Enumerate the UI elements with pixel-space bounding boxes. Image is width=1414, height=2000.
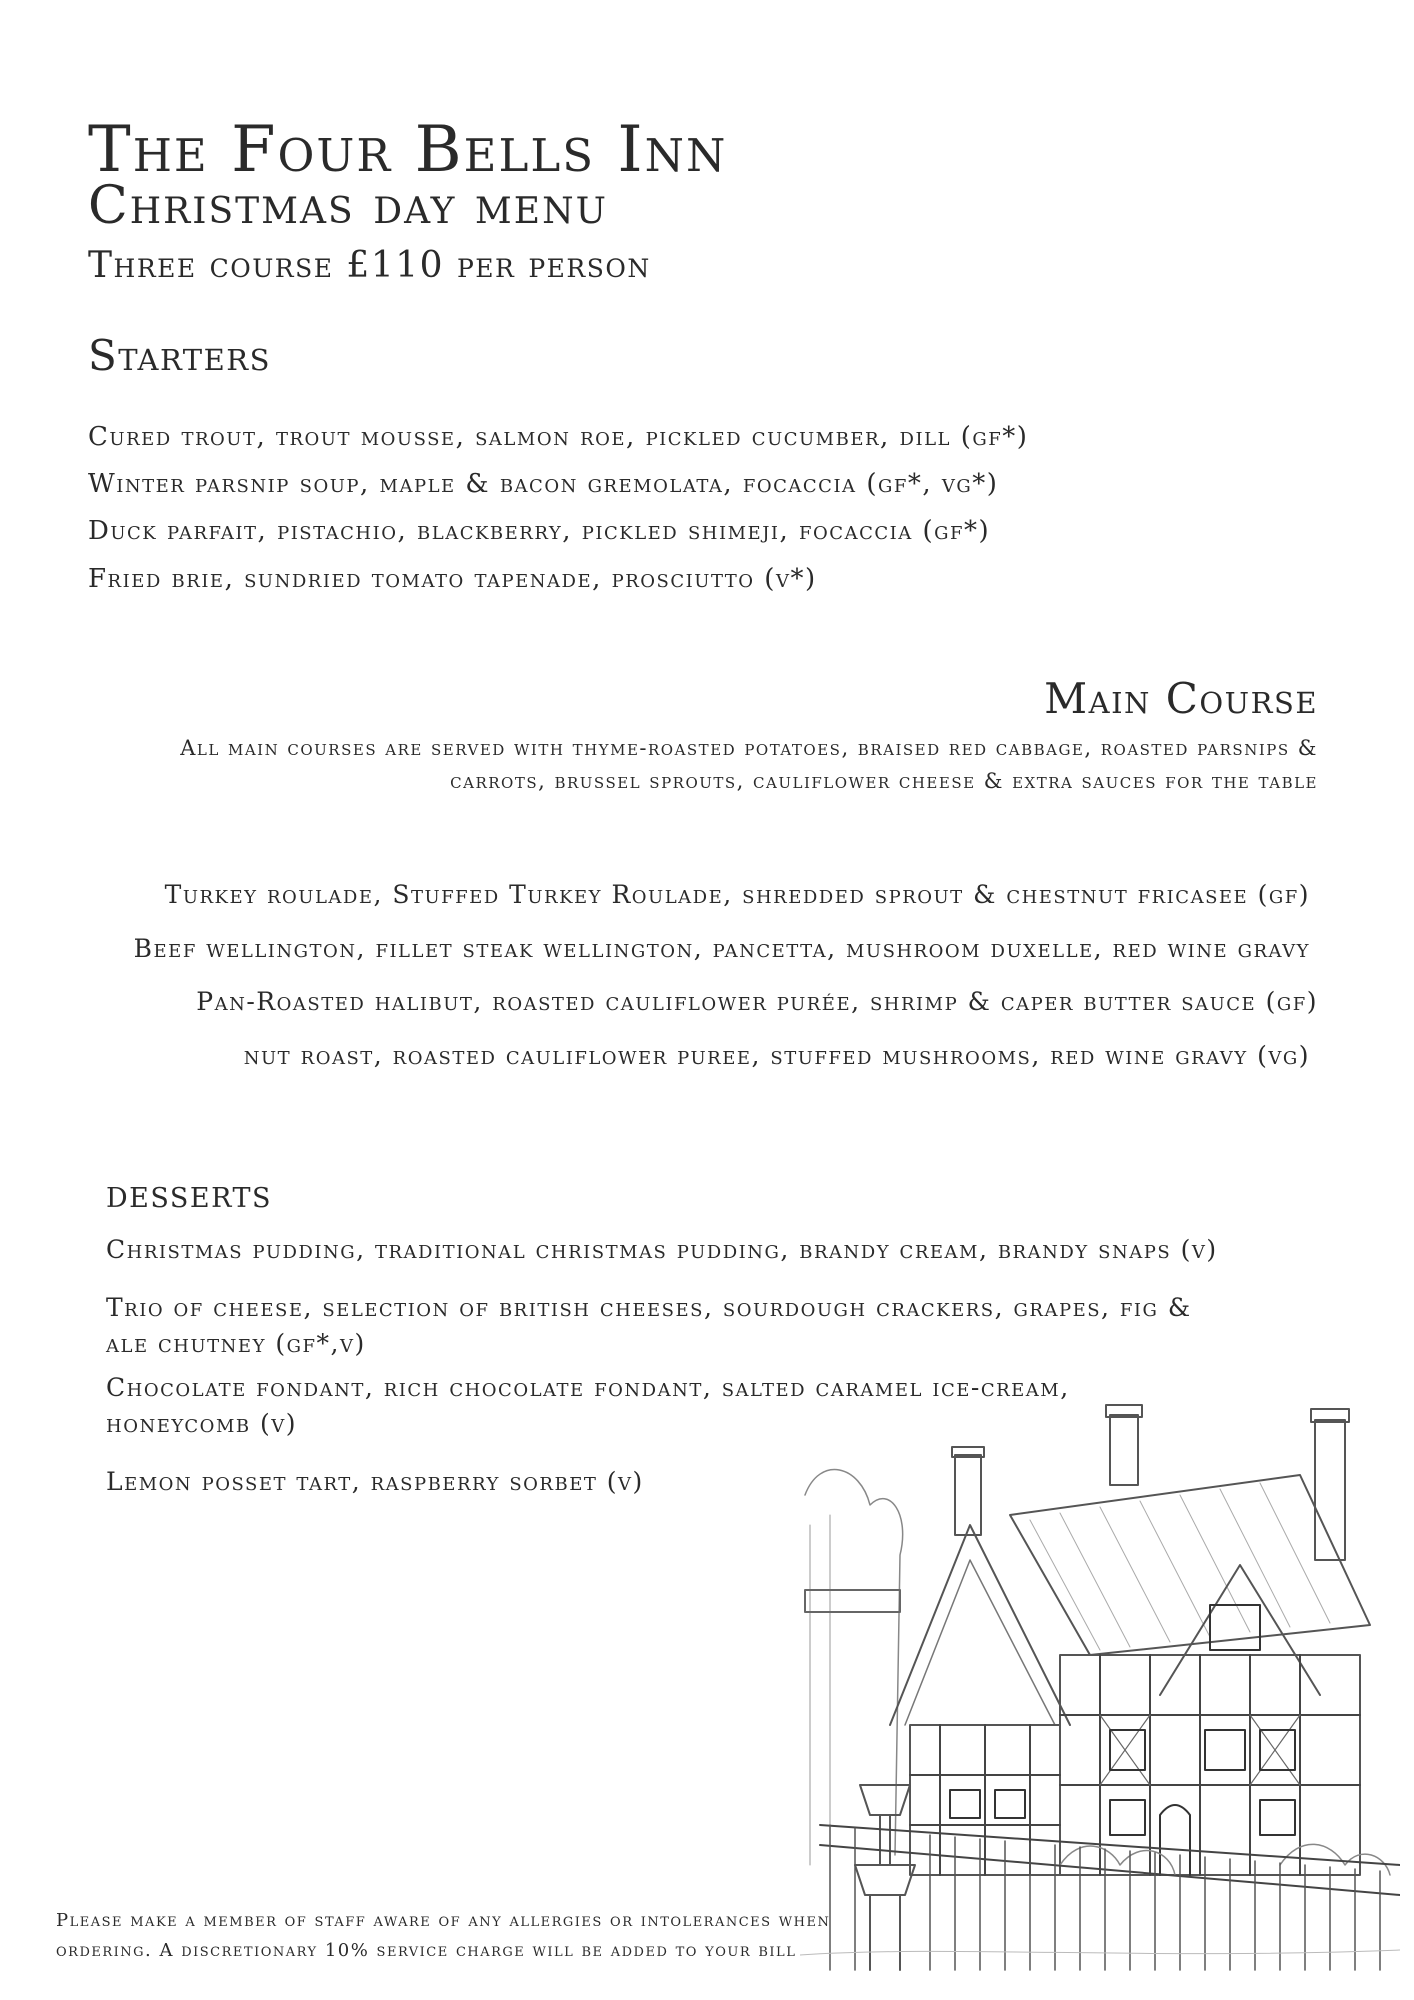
starter-item: Fried brie, sundried tomato tapenade, prosciutto (v*) [88, 564, 817, 594]
starter-item: Duck parfait, pistachio, blackberry, pickled shimeji, focaccia (gf*) [88, 516, 991, 546]
dessert-item: Lemon posset tart, raspberry sorbet (v) [106, 1467, 644, 1496]
starter-item: Winter parsnip soup, maple & bacon gremolata, focaccia (gf*, vg*) [88, 469, 999, 499]
main-course-item: Beef wellington, fillet steak wellington, pancetta, mushroom duxelle, red wine gravy [133, 934, 1310, 963]
main-course-note: All main courses are served with thyme-roasted potatoes, braised red cabbage, roasted parsnips & carrots, brussel sprouts, cauliflower cheese & extra sauces for the table [180, 736, 1318, 793]
starters-heading: Starters [88, 331, 272, 380]
main-course-item: nut roast, roasted cauliflower puree, stuffed mushrooms, red wine gravy (vg) [243, 1041, 1310, 1070]
dessert-item: Trio of cheese, selection of british cheeses, sourdough crackers, grapes, fig & ale chutney (gf*,v) [106, 1293, 1192, 1358]
desserts-heading: desserts [106, 1172, 272, 1216]
menu-subtitle: Christmas day menu [88, 176, 608, 236]
main-course-item: Turkey roulade, Stuffed Turkey Roulade, shredded sprout & chestnut fricasee (gf) [164, 880, 1310, 909]
main-course-item: Pan-Roasted halibut, roasted cauliflower purée, shrimp & caper butter sauce (gf) [196, 987, 1318, 1016]
main-course-heading: Main Course [1044, 674, 1318, 723]
dessert-item: Chocolate fondant, rich chocolate fondant, salted caramel ice-cream, honeycomb (v) [106, 1373, 1070, 1438]
menu-title: The Four Bells Inn [88, 113, 728, 187]
starter-item: Cured trout, trout mousse, salmon roe, pickled cucumber, dill (gf*) [88, 422, 1029, 452]
allergy-service-note: Please make a member of staff aware of any allergies or intolerances when ordering. A discretionary 10% service charge will be added to your bill [56, 1910, 831, 1961]
dessert-item: Christmas pudding, traditional christmas pudding, brandy cream, brandy snaps (v) [106, 1235, 1218, 1264]
menu-price: Three course £110 per person [88, 245, 651, 286]
tudor-inn-sketch-icon [800, 1395, 1400, 1975]
